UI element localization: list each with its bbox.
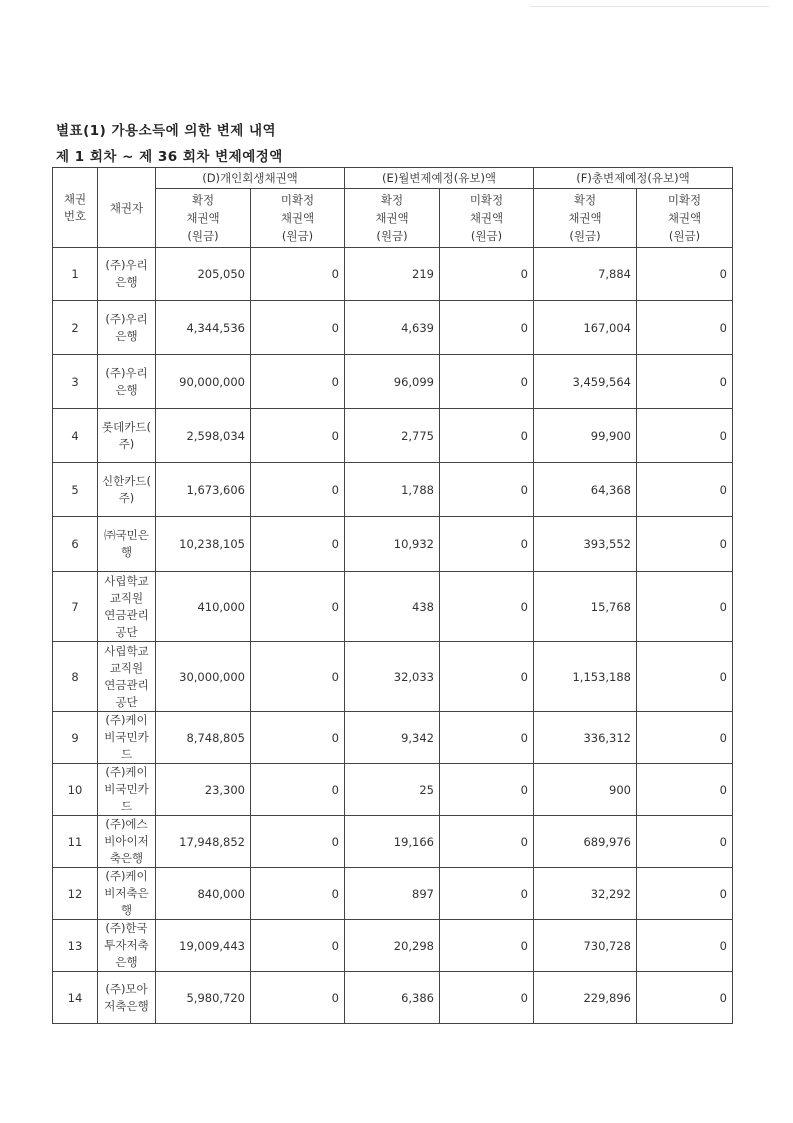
e-unconfirmed-amount: 0 — [440, 463, 534, 517]
table-row — [53, 920, 733, 972]
page-subtitle: 제 1 회차 ~ 제 36 회차 변제예정액 — [56, 149, 283, 165]
header-e-unconfirmed: 미확정 채권액 (원금) — [440, 189, 534, 248]
e-unconfirmed-amount: 0 — [440, 972, 534, 1024]
creditor-name: (주)케이 비국민카 드 — [98, 764, 156, 816]
row-number: 4 — [53, 409, 98, 463]
e-unconfirmed-amount: 0 — [440, 301, 534, 355]
f-unconfirmed-amount: 0 — [637, 409, 733, 463]
header-creditor: 채권자 — [98, 168, 156, 248]
table-row — [53, 409, 733, 463]
table-row — [53, 972, 733, 1024]
d-confirmed-amount: 30,000,000 — [156, 642, 251, 712]
e-confirmed-amount: 897 — [345, 868, 440, 920]
creditor-name: (주)케이 비국민카 드 — [98, 712, 156, 764]
d-unconfirmed-amount: 0 — [251, 463, 345, 517]
d-unconfirmed-amount: 0 — [251, 642, 345, 712]
d-confirmed-amount: 8,748,805 — [156, 712, 251, 764]
e-confirmed-amount: 96,099 — [345, 355, 440, 409]
creditor-name: (주)케이 비저축은 행 — [98, 868, 156, 920]
row-number: 7 — [53, 572, 98, 642]
table-row — [53, 355, 733, 409]
header-e-confirmed: 확정 채권액 (원금) — [345, 189, 440, 248]
e-unconfirmed-amount: 0 — [440, 248, 534, 301]
creditor-name: (주)한국 투자저축 은행 — [98, 920, 156, 972]
table-row — [53, 712, 733, 764]
d-unconfirmed-amount: 0 — [251, 355, 345, 409]
row-number: 10 — [53, 764, 98, 816]
creditor-name: (주)우리 은행 — [98, 301, 156, 355]
f-confirmed-amount: 7,884 — [534, 248, 637, 301]
table-row — [53, 517, 733, 572]
f-unconfirmed-amount: 0 — [637, 712, 733, 764]
f-unconfirmed-amount: 0 — [637, 920, 733, 972]
table-row — [53, 764, 733, 816]
table-row — [53, 301, 733, 355]
row-number: 8 — [53, 642, 98, 712]
f-confirmed-amount: 3,459,564 — [534, 355, 637, 409]
f-unconfirmed-amount: 0 — [637, 572, 733, 642]
f-unconfirmed-amount: 0 — [637, 816, 733, 868]
f-unconfirmed-amount: 0 — [637, 642, 733, 712]
creditor-name: 사립학교 교직원 연금관리 공단 — [98, 572, 156, 642]
creditor-name: (주)우리 은행 — [98, 248, 156, 301]
f-confirmed-amount: 336,312 — [534, 712, 637, 764]
d-unconfirmed-amount: 0 — [251, 920, 345, 972]
e-unconfirmed-amount: 0 — [440, 517, 534, 572]
row-number: 3 — [53, 355, 98, 409]
header-d-unconfirmed: 미확정 채권액 (원금) — [251, 189, 345, 248]
row-number: 12 — [53, 868, 98, 920]
d-unconfirmed-amount: 0 — [251, 816, 345, 868]
header-no: 채권 번호 — [53, 168, 98, 248]
e-unconfirmed-amount: 0 — [440, 355, 534, 409]
page-title: 별표(1) 가용소득에 의한 변제 내역 — [56, 123, 277, 139]
row-number: 5 — [53, 463, 98, 517]
d-unconfirmed-amount: 0 — [251, 572, 345, 642]
d-confirmed-amount: 410,000 — [156, 572, 251, 642]
row-number: 14 — [53, 972, 98, 1024]
header-d-confirmed: 확정 채권액 (원금) — [156, 189, 251, 248]
e-confirmed-amount: 20,298 — [345, 920, 440, 972]
scan-artifact-line — [530, 6, 770, 7]
f-confirmed-amount: 730,728 — [534, 920, 637, 972]
e-confirmed-amount: 2,775 — [345, 409, 440, 463]
d-unconfirmed-amount: 0 — [251, 868, 345, 920]
f-confirmed-amount: 99,900 — [534, 409, 637, 463]
header-f-confirmed: 확정 채권액 (원금) — [534, 189, 637, 248]
table-row — [53, 572, 733, 642]
d-confirmed-amount: 2,598,034 — [156, 409, 251, 463]
creditor-name: 사립학교 교직원 연금관리 공단 — [98, 642, 156, 712]
f-unconfirmed-amount: 0 — [637, 463, 733, 517]
f-unconfirmed-amount: 0 — [637, 868, 733, 920]
e-confirmed-amount: 10,932 — [345, 517, 440, 572]
f-unconfirmed-amount: 0 — [637, 972, 733, 1024]
f-confirmed-amount: 32,292 — [534, 868, 637, 920]
d-confirmed-amount: 205,050 — [156, 248, 251, 301]
f-unconfirmed-amount: 0 — [637, 248, 733, 301]
d-unconfirmed-amount: 0 — [251, 517, 345, 572]
f-unconfirmed-amount: 0 — [637, 764, 733, 816]
d-unconfirmed-amount: 0 — [251, 248, 345, 301]
header-group-e: (E)월변제예정(유보)액 — [345, 168, 534, 189]
creditor-name: (주)에스 비아이저 축은행 — [98, 816, 156, 868]
creditor-name: (주)우리 은행 — [98, 355, 156, 409]
f-confirmed-amount: 1,153,188 — [534, 642, 637, 712]
e-unconfirmed-amount: 0 — [440, 764, 534, 816]
f-confirmed-amount: 689,976 — [534, 816, 637, 868]
d-confirmed-amount: 90,000,000 — [156, 355, 251, 409]
d-confirmed-amount: 4,344,536 — [156, 301, 251, 355]
e-unconfirmed-amount: 0 — [440, 712, 534, 764]
d-confirmed-amount: 840,000 — [156, 868, 251, 920]
d-unconfirmed-amount: 0 — [251, 764, 345, 816]
table-row — [53, 868, 733, 920]
e-unconfirmed-amount: 0 — [440, 920, 534, 972]
row-number: 6 — [53, 517, 98, 572]
table-row — [53, 248, 733, 301]
creditor-name: 신한카드( 주) — [98, 463, 156, 517]
d-confirmed-amount: 23,300 — [156, 764, 251, 816]
f-unconfirmed-amount: 0 — [637, 355, 733, 409]
d-unconfirmed-amount: 0 — [251, 301, 345, 355]
e-confirmed-amount: 32,033 — [345, 642, 440, 712]
f-confirmed-amount: 229,896 — [534, 972, 637, 1024]
e-unconfirmed-amount: 0 — [440, 816, 534, 868]
repayment-table — [52, 167, 733, 1024]
creditor-name: ㈜국민은 행 — [98, 517, 156, 572]
header-group-d: (D)개인회생채권액 — [156, 168, 345, 189]
e-unconfirmed-amount: 0 — [440, 572, 534, 642]
e-unconfirmed-amount: 0 — [440, 868, 534, 920]
d-confirmed-amount: 1,673,606 — [156, 463, 251, 517]
d-unconfirmed-amount: 0 — [251, 972, 345, 1024]
row-number: 9 — [53, 712, 98, 764]
e-confirmed-amount: 25 — [345, 764, 440, 816]
table-row — [53, 463, 733, 517]
d-confirmed-amount: 17,948,852 — [156, 816, 251, 868]
f-unconfirmed-amount: 0 — [637, 301, 733, 355]
header-f-unconfirmed: 미확정 채권액 (원금) — [637, 189, 733, 248]
e-confirmed-amount: 19,166 — [345, 816, 440, 868]
e-confirmed-amount: 9,342 — [345, 712, 440, 764]
header-group-f: (F)총변제예정(유보)액 — [534, 168, 733, 189]
row-number: 1 — [53, 248, 98, 301]
table-row — [53, 642, 733, 712]
row-number: 11 — [53, 816, 98, 868]
f-confirmed-amount: 393,552 — [534, 517, 637, 572]
e-confirmed-amount: 219 — [345, 248, 440, 301]
header-group-row — [53, 168, 733, 189]
row-number: 2 — [53, 301, 98, 355]
row-number: 13 — [53, 920, 98, 972]
e-confirmed-amount: 438 — [345, 572, 440, 642]
f-confirmed-amount: 167,004 — [534, 301, 637, 355]
f-unconfirmed-amount: 0 — [637, 517, 733, 572]
creditor-name: 롯데카드( 주) — [98, 409, 156, 463]
f-confirmed-amount: 15,768 — [534, 572, 637, 642]
e-confirmed-amount: 1,788 — [345, 463, 440, 517]
creditor-name: (주)모아 저축은행 — [98, 972, 156, 1024]
e-unconfirmed-amount: 0 — [440, 409, 534, 463]
f-confirmed-amount: 64,368 — [534, 463, 637, 517]
d-unconfirmed-amount: 0 — [251, 712, 345, 764]
d-confirmed-amount: 10,238,105 — [156, 517, 251, 572]
e-confirmed-amount: 4,639 — [345, 301, 440, 355]
d-confirmed-amount: 19,009,443 — [156, 920, 251, 972]
e-unconfirmed-amount: 0 — [440, 642, 534, 712]
table-row — [53, 816, 733, 868]
d-confirmed-amount: 5,980,720 — [156, 972, 251, 1024]
e-confirmed-amount: 6,386 — [345, 972, 440, 1024]
d-unconfirmed-amount: 0 — [251, 409, 345, 463]
f-confirmed-amount: 900 — [534, 764, 637, 816]
